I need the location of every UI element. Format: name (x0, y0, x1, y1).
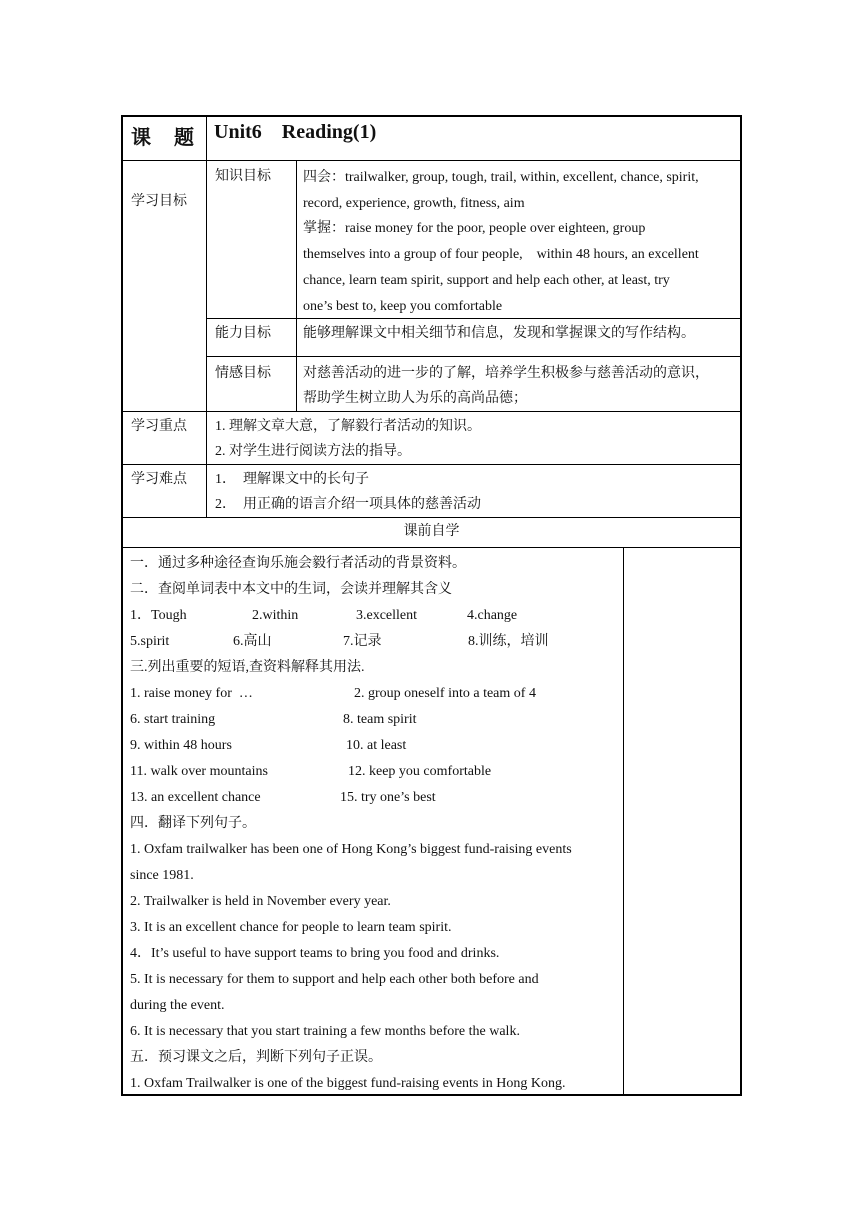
emotion-goal-label: 情感目标 (215, 366, 271, 381)
vocab-item: 7.记录 (343, 634, 382, 649)
column-divider (623, 547, 624, 1094)
vocab-item: 2.within (252, 608, 299, 623)
ability-goal-label: 能力目标 (215, 326, 271, 341)
vocab-item: 3.excellent (356, 608, 418, 623)
difficulties-label: 学习难点 (131, 472, 187, 487)
key-point-item: 2. 对学生进行阅读方法的指导。 (215, 444, 411, 459)
vocab-item: 5.spirit (130, 634, 170, 649)
column-divider (296, 160, 297, 411)
phrase-item: 9. within 48 hours (130, 738, 232, 753)
preview-section-1: 一．通过多种途径查询乐施会毅行者活动的背景资料。 (130, 556, 466, 571)
page-title: Unit6 Reading(1) (214, 121, 377, 143)
difficulty-item: 1． 理解课文中的长句子 (215, 472, 369, 487)
vocab-item: 6.高山 (233, 634, 272, 649)
row-divider (122, 160, 741, 161)
phrase-item: 13. an excellent chance (130, 790, 261, 805)
phrase-item: 15. try one’s best (340, 790, 436, 805)
preview-heading: 课前自学 (403, 524, 460, 539)
preview-section-5: 五．预习课文之后，判断下列句子正误。 (130, 1050, 382, 1065)
header-label-right: 题 (174, 127, 194, 149)
row-divider (122, 547, 741, 548)
phrase-item: 6. start training (130, 712, 216, 727)
knowledge-goal-label: 知识目标 (215, 169, 271, 184)
preview-section-2: 二．查阅单词表中本文中的生词，会读并理解其含义 (130, 582, 452, 597)
knowledge-goal-line: themselves into a group of four people, within 48 hours, an excellent (303, 247, 699, 262)
phrase-item: 12. keep you comfortable (348, 764, 492, 779)
difficulty-item: 2． 用正确的语言介绍一项具体的慈善活动 (215, 497, 481, 512)
sentence-line: since 1981. (130, 868, 194, 883)
knowledge-goal-line: 四会：trailwalker, group, tough, trail, within, excellent, chance, spirit, (303, 170, 699, 185)
phrase-item: 1. raise money for … (130, 686, 253, 701)
emotion-goal-line: 对慈善活动的进一步的了解，培养学生积极参与慈善活动的意识， (303, 366, 709, 381)
sentence-line: 1. Oxfam trailwalker has been one of Hong Kong’s biggest fund-raising events (130, 842, 572, 857)
sentence-line: 2. Trailwalker is held in November every year. (130, 894, 391, 909)
vocab-item: 8.训练，培训 (468, 634, 549, 649)
judgement-line: 1. Oxfam Trailwalker is one of the biggest fund-raising events in Hong Kong. (130, 1076, 566, 1091)
phrase-item: 10. at least (346, 738, 407, 753)
ability-goal-line: 能够理解课文中相关细节和信息，发现和掌握课文的写作结构。 (303, 326, 695, 341)
phrase-item: 11. walk over mountains (130, 764, 268, 779)
phrase-item: 2. group oneself into a team of 4 (354, 686, 536, 701)
vocab-item: 1．Tough (130, 608, 187, 623)
knowledge-goal-line: one’s best to, keep you comfortable (303, 299, 503, 314)
key-point-item: 1. 理解文章大意，了解毅行者活动的知识。 (215, 419, 481, 434)
sentence-line: 6. It is necessary that you start training a few months before the walk. (130, 1024, 520, 1039)
vocab-item: 4.change (467, 608, 518, 623)
phrase-item: 8. team spirit (343, 712, 417, 727)
knowledge-goal-line: chance, learn team spirit, support and help each other, at least, try (303, 273, 670, 288)
preview-section-3: 三.列出重要的短语,查资料解释其用法. (130, 660, 365, 675)
sentence-line: 5. It is necessary for them to support and help each other both before and (130, 972, 539, 987)
knowledge-goal-line: record, experience, growth, fitness, aim (303, 196, 525, 211)
sentence-line: 4．It’s useful to have support teams to bring you food and drinks. (130, 946, 500, 961)
preview-section-4: 四．翻译下列句子。 (130, 816, 256, 831)
header-label-left: 课 (131, 127, 151, 149)
goals-label: 学习目标 (131, 194, 187, 209)
sentence-line: during the event. (130, 998, 225, 1013)
emotion-goal-line: 帮助学生树立助人为乐的高尚品德； (303, 391, 527, 406)
knowledge-goal-line: 掌握：raise money for the poor, people over eighteen, group (303, 221, 646, 236)
sentence-line: 3. It is an excellent chance for people to learn team spirit. (130, 920, 452, 935)
key-points-label: 学习重点 (131, 419, 187, 434)
row-divider (206, 356, 741, 357)
column-divider (206, 117, 207, 517)
